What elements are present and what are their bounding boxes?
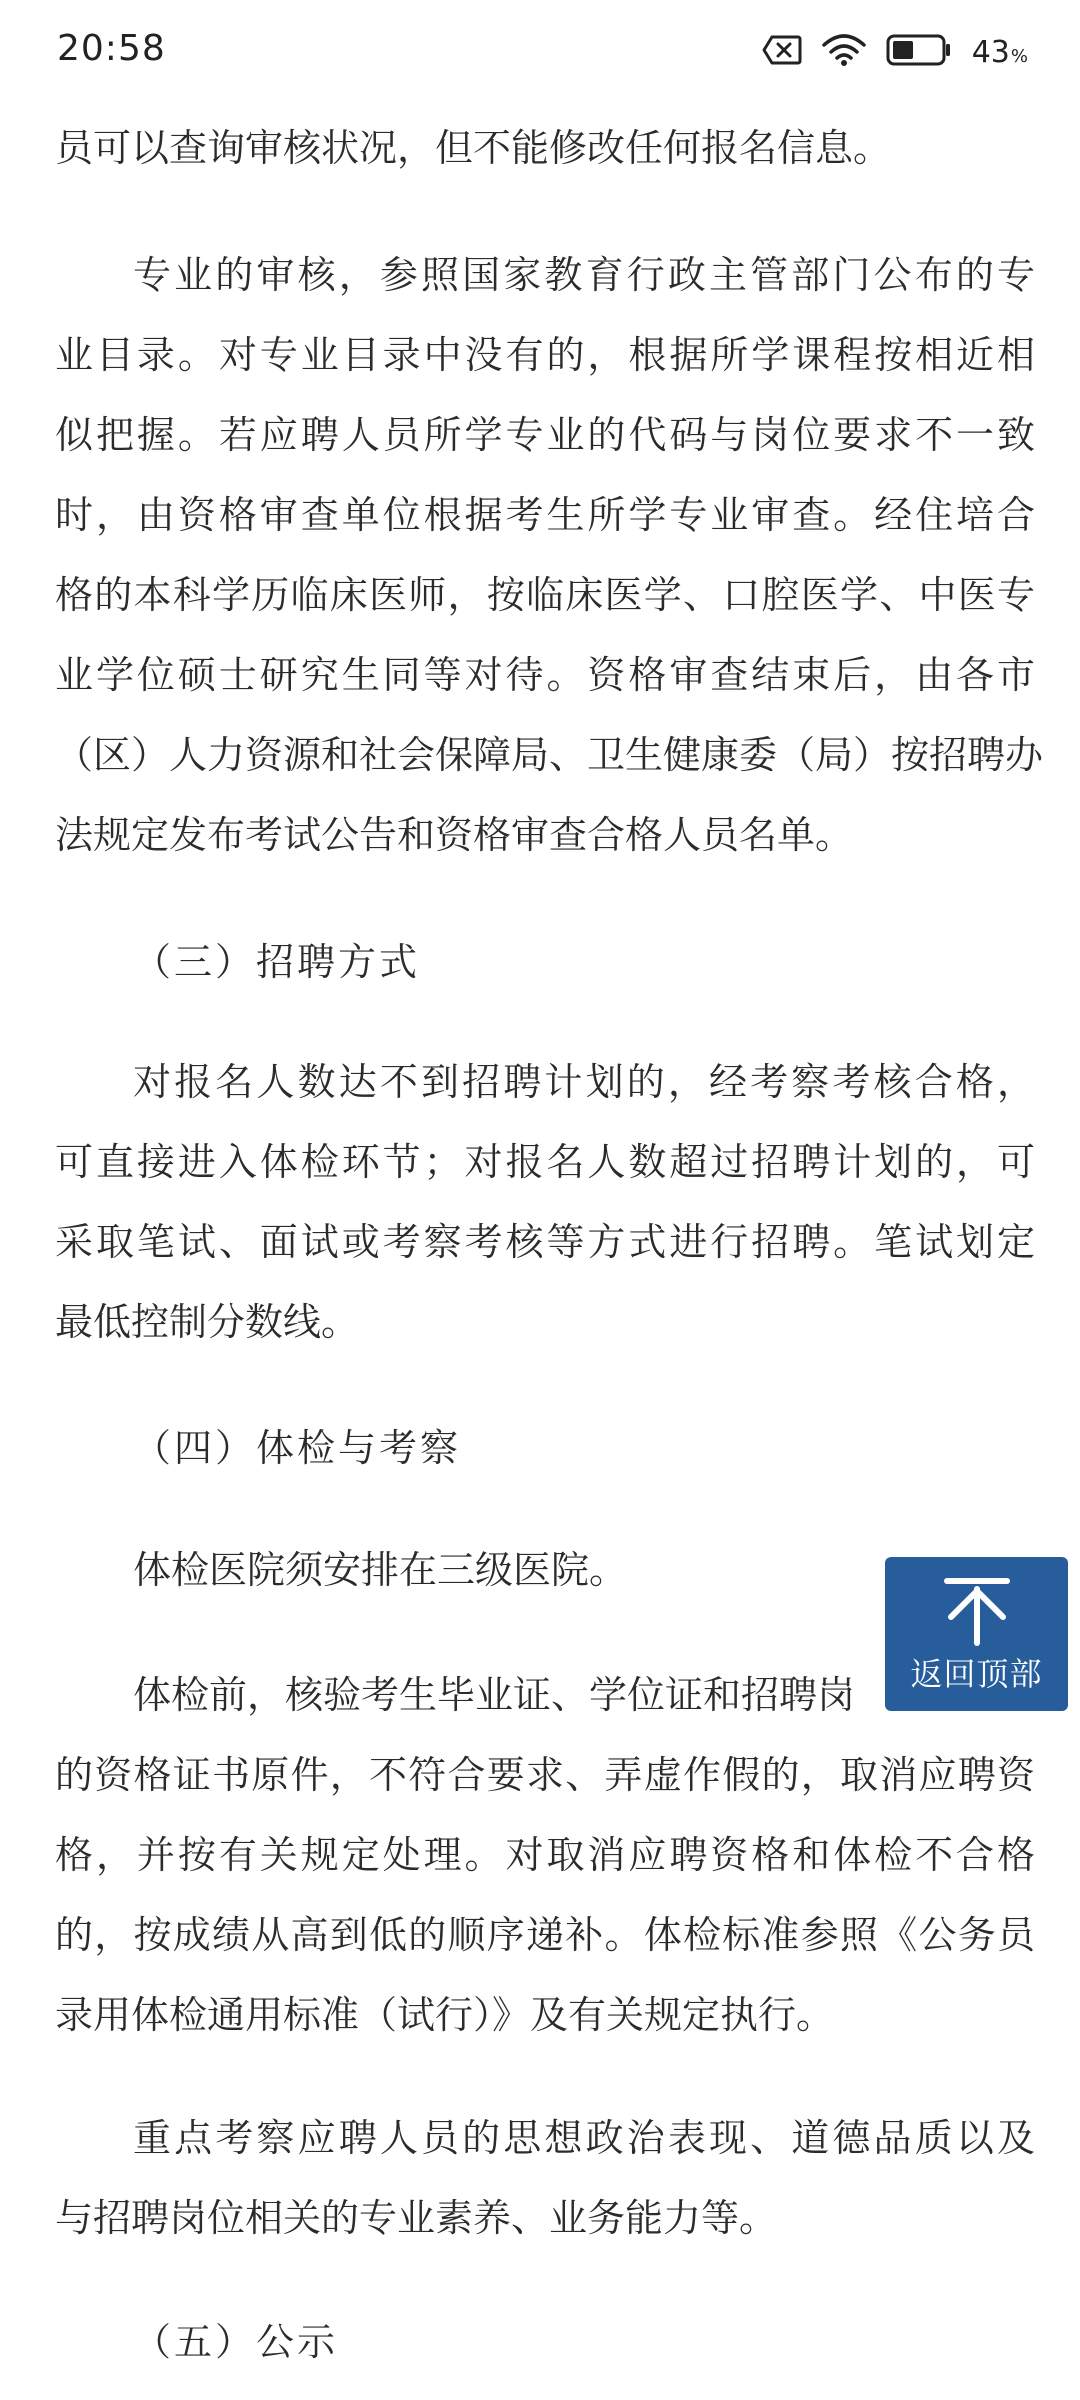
article-line: 采取笔试、面试或考察考核等方式进行招聘。笔试划定 bbox=[55, 1220, 1035, 1264]
article-line: 业目录。对专业目录中没有的，根据所学课程按相近相 bbox=[55, 333, 1035, 377]
article-line: 似把握。若应聘人员所学专业的代码与岗位要求不一致 bbox=[55, 413, 1035, 457]
article-line: 与招聘岗位相关的专业素养、业务能力等。 bbox=[55, 2196, 778, 2240]
battery-percent-value: 43 bbox=[971, 34, 1010, 70]
article-line: 格的本科学历临床医师，按临床医学、口腔医学、中医专 bbox=[55, 573, 1035, 617]
wifi-icon bbox=[822, 33, 866, 71]
article-line: 时，由资格审查单位根据考生所学专业审查。经住培合 bbox=[55, 493, 1035, 537]
section-heading-public-notice: （五）公示 bbox=[133, 2320, 339, 2364]
article-line: 对报名人数达不到招聘计划的，经考察考核合格， bbox=[133, 1060, 1035, 1104]
article-line: 最低控制分数线。 bbox=[55, 1300, 360, 1344]
status-icons bbox=[762, 30, 1028, 74]
article-line: 的资格证书原件，不符合要求、弄虚作假的，取消应聘资 bbox=[55, 1753, 1035, 1797]
article-line: 录用体检通用标准（试行）》及有关规定执行。 bbox=[55, 1993, 835, 2037]
status-bar bbox=[0, 0, 1080, 100]
back-to-top-label: 返回顶部 bbox=[910, 1655, 1043, 1693]
article-line: （区）人力资源和社会保障局、卫生健康委（局）按招聘办 bbox=[55, 733, 1044, 777]
article-line: 业学位硕士研究生同等对待。资格审查结束后，由各市 bbox=[55, 653, 1035, 697]
article-line: 体检医院须安排在三级医院。 bbox=[133, 1548, 628, 1592]
section-heading-recruitment-method: （三）招聘方式 bbox=[133, 940, 421, 984]
article-line: 专业的审核，参照国家教育行政主管部门公布的专 bbox=[133, 253, 1035, 297]
article-line: 的，按成绩从高到低的顺序递补。体检标准参照《公务员 bbox=[55, 1913, 1035, 1957]
section-heading-physical-exam: （四）体检与考察 bbox=[133, 1426, 462, 1470]
article-line: 可直接进入体检环节；对报名人数超过招聘计划的，可 bbox=[55, 1140, 1035, 1184]
article-line: 重点考察应聘人员的思想政治表现、道德品质以及 bbox=[133, 2116, 1035, 2160]
article-line: 员可以查询审核状况，但不能修改任何报名信息。 bbox=[55, 126, 892, 170]
article-line: 体检前，核验考生毕业证、学位证和招聘岗 bbox=[133, 1673, 856, 1717]
article-line: 格，并按有关规定处理。对取消应聘资格和体检不合格 bbox=[55, 1833, 1035, 1877]
battery-percent-unit: % bbox=[1010, 45, 1028, 67]
back-to-top-button[interactable] bbox=[885, 1557, 1068, 1711]
battery-icon bbox=[886, 34, 952, 70]
arrow-up-icon bbox=[943, 1577, 1011, 1651]
article-line: 法规定发布考试公告和资格审查合格人员名单。 bbox=[55, 813, 854, 857]
no-sim-icon bbox=[762, 35, 802, 69]
battery-percentage bbox=[972, 35, 1028, 70]
status-time: 20:58 bbox=[57, 28, 166, 69]
